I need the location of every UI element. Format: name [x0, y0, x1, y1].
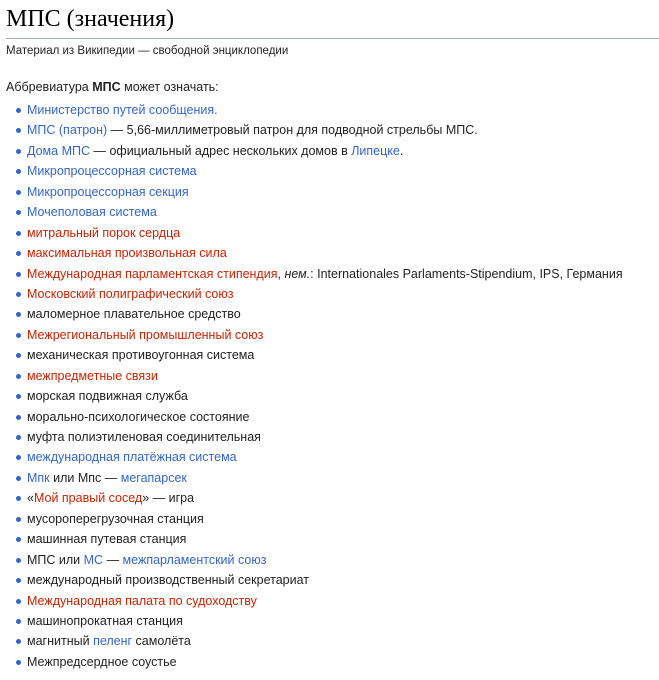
site-tagline: Материал из Википедии — свободной энциклопедии: [6, 45, 289, 57]
list-item: [27, 490, 623, 510]
list-item: [27, 327, 623, 347]
article-link[interactable]: межпарламентский союз: [122, 552, 267, 567]
article-link[interactable]: Мпк: [27, 470, 50, 485]
list-item: [27, 429, 623, 449]
list-item: [27, 143, 623, 163]
item-text: механическая противоугонная система: [27, 348, 255, 363]
bullet-icon: [16, 312, 21, 317]
missing-article-link[interactable]: Мой правый сосед: [33, 491, 143, 506]
article-link[interactable]: МПС (патрон): [27, 123, 108, 138]
article-link[interactable]: Микропроцессорная система: [27, 164, 197, 179]
bullet-icon: [16, 639, 21, 644]
item-text: маломерное плавательное средство: [27, 307, 241, 322]
bullet-icon: [16, 353, 21, 358]
missing-article-link[interactable]: межпредметные связи: [27, 368, 158, 383]
list-item: [27, 633, 623, 653]
list-item: [27, 225, 623, 245]
bullet-icon: [16, 558, 21, 563]
item-text: или Мпс —: [49, 470, 121, 485]
missing-article-link[interactable]: Международная палата по судоходству: [27, 593, 257, 608]
item-text: международный производственный секретариат: [27, 573, 309, 588]
bullet-icon: [16, 128, 21, 133]
list-item: [27, 122, 623, 142]
intro-text: [6, 79, 219, 95]
meanings-list: [27, 102, 623, 674]
list-item: [27, 266, 623, 286]
bullet-icon: [16, 190, 21, 195]
list-item: [27, 163, 623, 183]
page-title: МПС (значения): [6, 6, 175, 32]
list-item: [27, 572, 623, 592]
item-text: Межпредсердное соустье: [27, 654, 177, 669]
list-item: [27, 388, 623, 408]
bullet-icon: [16, 333, 21, 338]
list-item: [27, 184, 623, 204]
bullet-icon: [16, 660, 21, 665]
bullet-icon: [16, 292, 21, 297]
item-text: ,: [277, 266, 285, 281]
bullet-icon: [16, 374, 21, 379]
article-link[interactable]: мегапарсек: [120, 470, 187, 485]
list-item: [27, 306, 623, 326]
list-item: [27, 531, 623, 551]
bullet-icon: [16, 149, 21, 154]
item-text: «: [27, 491, 34, 506]
article-link[interactable]: Дома МПС: [27, 143, 91, 158]
list-item: [27, 204, 623, 224]
missing-article-link[interactable]: митральный порок сердца: [27, 225, 181, 240]
list-item: [27, 245, 623, 265]
list-item: [27, 511, 623, 531]
bullet-icon: [16, 476, 21, 481]
bullet-icon: [16, 231, 21, 236]
bullet-icon: [16, 415, 21, 420]
item-text: нем.: [284, 266, 311, 281]
article-link[interactable]: пеленг: [93, 634, 133, 649]
item-text: мусороперегрузочная станция: [27, 511, 204, 526]
article-link[interactable]: Микропроцессорная секция: [27, 184, 189, 199]
item-text: самолёта: [132, 634, 191, 649]
missing-article-link[interactable]: максимальная произвольная сила: [27, 246, 227, 261]
list-item: [27, 470, 623, 490]
list-item: [27, 102, 623, 122]
bullet-icon: [16, 619, 21, 624]
list-item: [27, 368, 623, 388]
item-text: магнитный: [27, 634, 94, 649]
missing-article-link[interactable]: Московский полиграфический союз: [27, 286, 234, 301]
article-link[interactable]: МС: [83, 552, 104, 567]
list-item: [27, 613, 623, 633]
bullet-icon: [16, 455, 21, 460]
list-item: [27, 593, 623, 613]
article-link[interactable]: Мочеполовая система: [27, 205, 157, 220]
missing-article-link[interactable]: Международная парламентская стипендия: [27, 266, 278, 281]
list-item: [27, 449, 623, 469]
bullet-icon: [16, 108, 21, 113]
list-item: [27, 347, 623, 367]
bullet-icon: [16, 496, 21, 501]
list-item: [27, 654, 623, 674]
item-text: — официальный адрес нескольких домов в: [90, 143, 352, 158]
bullet-icon: [16, 210, 21, 215]
item-text: МПС или: [27, 552, 84, 567]
item-text: морально-психологическое состояние: [27, 409, 250, 424]
bullet-icon: [16, 537, 21, 542]
item-text: — 5,66-миллиметровый патрон для подводной стрельбы МПС.: [107, 123, 478, 138]
intro-abbreviation: МПС: [92, 80, 121, 94]
item-text: машинная путевая станция: [27, 532, 187, 547]
bullet-icon: [16, 169, 21, 174]
item-text: машинопрокатная станция: [27, 613, 183, 628]
article-link[interactable]: международная платёжная система: [27, 450, 237, 465]
bullet-icon: [16, 578, 21, 583]
item-text: муфта полиэтиленовая соединительная: [27, 430, 261, 444]
item-text: морская подвижная служба: [27, 389, 188, 404]
item-text: : Internationales Parlaments-Stipendium, IPS, Германия: [310, 266, 623, 281]
bullet-icon: [16, 272, 21, 277]
list-item: [27, 409, 623, 429]
bullet-icon: [16, 517, 21, 522]
item-text: —: [103, 552, 123, 567]
bullet-icon: [16, 251, 21, 256]
list-item: [27, 552, 623, 572]
article-link[interactable]: Липецке: [351, 143, 400, 158]
bullet-icon: [16, 394, 21, 399]
bullet-icon: [16, 435, 21, 440]
intro-text-end: может означать:: [120, 80, 219, 94]
list-item: [27, 286, 623, 306]
missing-article-link[interactable]: Межрегиональный промышленный союз: [27, 327, 264, 342]
bullet-icon: [16, 599, 21, 604]
item-text: .: [399, 143, 404, 158]
title-divider: [6, 38, 659, 39]
intro-text-start: Аббревиатура: [6, 80, 93, 94]
article-link[interactable]: Министерство путей сообщения.: [27, 103, 218, 117]
item-text: » — игра: [142, 491, 195, 506]
